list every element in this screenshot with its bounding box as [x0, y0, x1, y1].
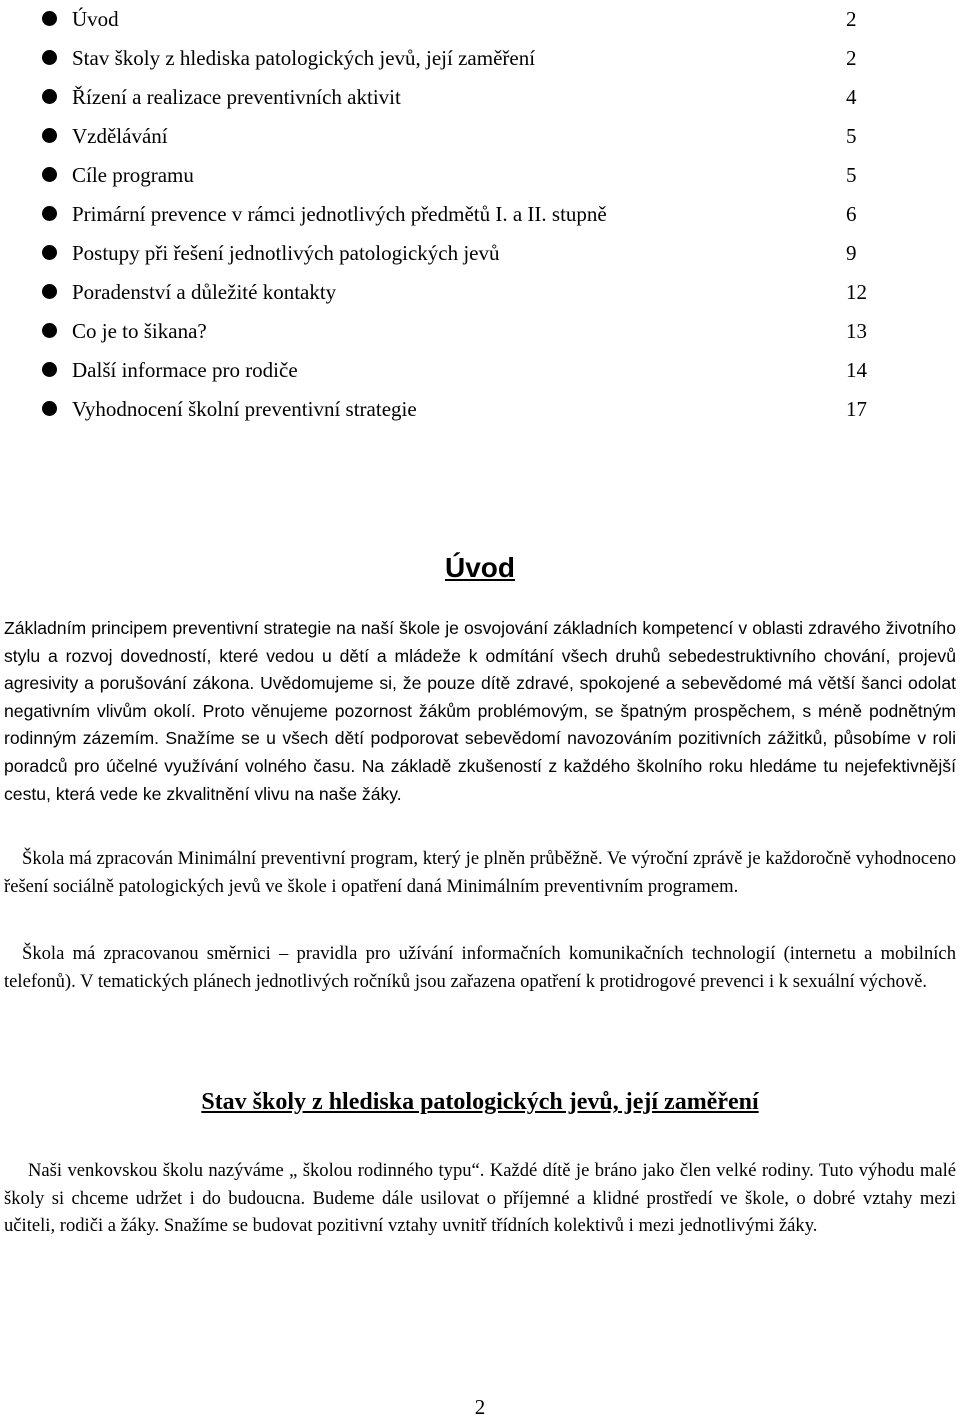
bullet-icon — [42, 284, 57, 299]
paragraph-text: Škola má zpracovanou směrnici – pravidla pro užívání informačních komunikačních technologií (internetu a mobilních telefonů). V tematických plánech jednotlivých ročníků jsou zařazena opatření k protidrogové prevenci i k sexuální výchově. — [4, 943, 956, 992]
toc-item[interactable] — [0, 312, 960, 351]
toc-item-page: 14 — [846, 358, 867, 382]
toc-item-title: Další informace pro rodiče — [72, 358, 298, 382]
toc-item[interactable] — [0, 117, 960, 156]
toc-item[interactable] — [0, 0, 960, 39]
toc-item-title: Postupy při řešení jednotlivých patologických jevů — [72, 241, 500, 265]
toc-item-page: 5 — [846, 163, 857, 187]
bullet-icon — [42, 245, 57, 260]
bullet-icon — [42, 401, 57, 416]
toc-item-page: 2 — [846, 46, 857, 70]
bullet-icon — [42, 167, 57, 182]
paragraph-uvod-2 — [4, 845, 956, 900]
bullet-icon — [42, 89, 57, 104]
bullet-icon — [42, 128, 57, 143]
toc-item-page: 2 — [846, 7, 857, 31]
toc-item-page: 6 — [846, 202, 857, 226]
bullet-icon — [42, 362, 57, 377]
toc-item[interactable] — [0, 156, 960, 195]
toc-item-title: Stav školy z hlediska patologických jevů, její zaměření — [72, 46, 536, 70]
paragraph-text: Základním principem preventivní strategie na naší škole je osvojování základních kompetencí v oblasti zdravého životního stylu a rozvoj dovedností, které vedou u dětí a mládeže k odmítání všech druhů sebedestruktivního chování, projevů agresivity a porušování zákona. Uvědomujeme si, že pouze dítě zdravé, spokojené a sebevědomé má větší šanci odolat negativním vlivům okolí. Proto věnujeme pozornost žákům problémovým, se špatným prospěchem, s méně podnětným rodinným zázemím. Snažíme se u všech dětí podporovat sebevědomí navozováním pozitivních zážitků, působíme v roli poradců pro účelné využívání volného času. Na základě zkušeností z každého školního roku hledáme tu nejefektivnější cestu, která vede ke zkvalitnění vlivu na naše žáky. — [4, 618, 956, 804]
section-heading-stav: Stav školy z hlediska patologických jevů, její zaměření — [201, 1089, 759, 1115]
paragraph-uvod-1 — [4, 615, 956, 808]
toc-item-title: Vzdělávání — [72, 124, 168, 148]
toc-item-title: Vyhodnocení školní preventivní strategie — [72, 397, 417, 421]
toc-item-page: 17 — [846, 397, 867, 421]
toc-item-page: 9 — [846, 241, 857, 265]
toc-item-page: 4 — [846, 85, 857, 109]
toc-item[interactable] — [0, 39, 960, 78]
bullet-icon — [42, 11, 57, 26]
section-heading-uvod: Úvod — [445, 552, 515, 583]
toc-item-title: Cíle programu — [72, 163, 194, 187]
toc-item-page: 5 — [846, 124, 857, 148]
toc-item-title: Co je to šikana? — [72, 319, 207, 343]
toc-item-page: 13 — [846, 319, 867, 343]
toc-item[interactable] — [0, 273, 960, 312]
toc-item[interactable] — [0, 195, 960, 234]
toc-item-title: Poradenství a důležité kontakty — [72, 280, 337, 304]
bullet-icon — [42, 206, 57, 221]
paragraph-stav-1 — [4, 1157, 956, 1240]
toc-item[interactable] — [0, 390, 960, 429]
page-number: 2 — [474, 1395, 486, 1419]
toc-item[interactable] — [0, 78, 960, 117]
bullet-icon — [42, 323, 57, 338]
toc-item-page: 12 — [846, 280, 867, 304]
toc-item[interactable] — [0, 234, 960, 273]
toc-item-title: Primární prevence v rámci jednotlivých předmětů I. a II. stupně — [72, 202, 607, 226]
toc-item-title: Řízení a realizace preventivních aktivit — [72, 85, 401, 109]
toc-item-title: Úvod — [72, 7, 119, 31]
paragraph-text: Naši venkovskou školu nazýváme „ školou rodinného typu“. Každé dítě je bráno jako člen velké rodiny. Tuto výhodu malé školy si chceme udržet i do budoucna. Budeme dále usilovat o příjemné a klidné prostředí ve škole, o dobré vztahy mezi učiteli, rodiči a žáky. Snažíme se budovat pozitivní vztahy uvnitř třídních kolektivů i mezi jednotlivými žáky. — [4, 1160, 956, 1237]
paragraph-uvod-3 — [4, 940, 956, 995]
paragraph-text: Škola má zpracován Minimální preventivní program, který je plněn průběžně. Ve výroční zprávě je každoročně vyhodnoceno řešení sociálně patologických jevů ve škole i opatření daná Minimálním preventivním programem. — [4, 848, 956, 897]
bullet-icon — [42, 50, 57, 65]
toc-item[interactable] — [0, 351, 960, 390]
